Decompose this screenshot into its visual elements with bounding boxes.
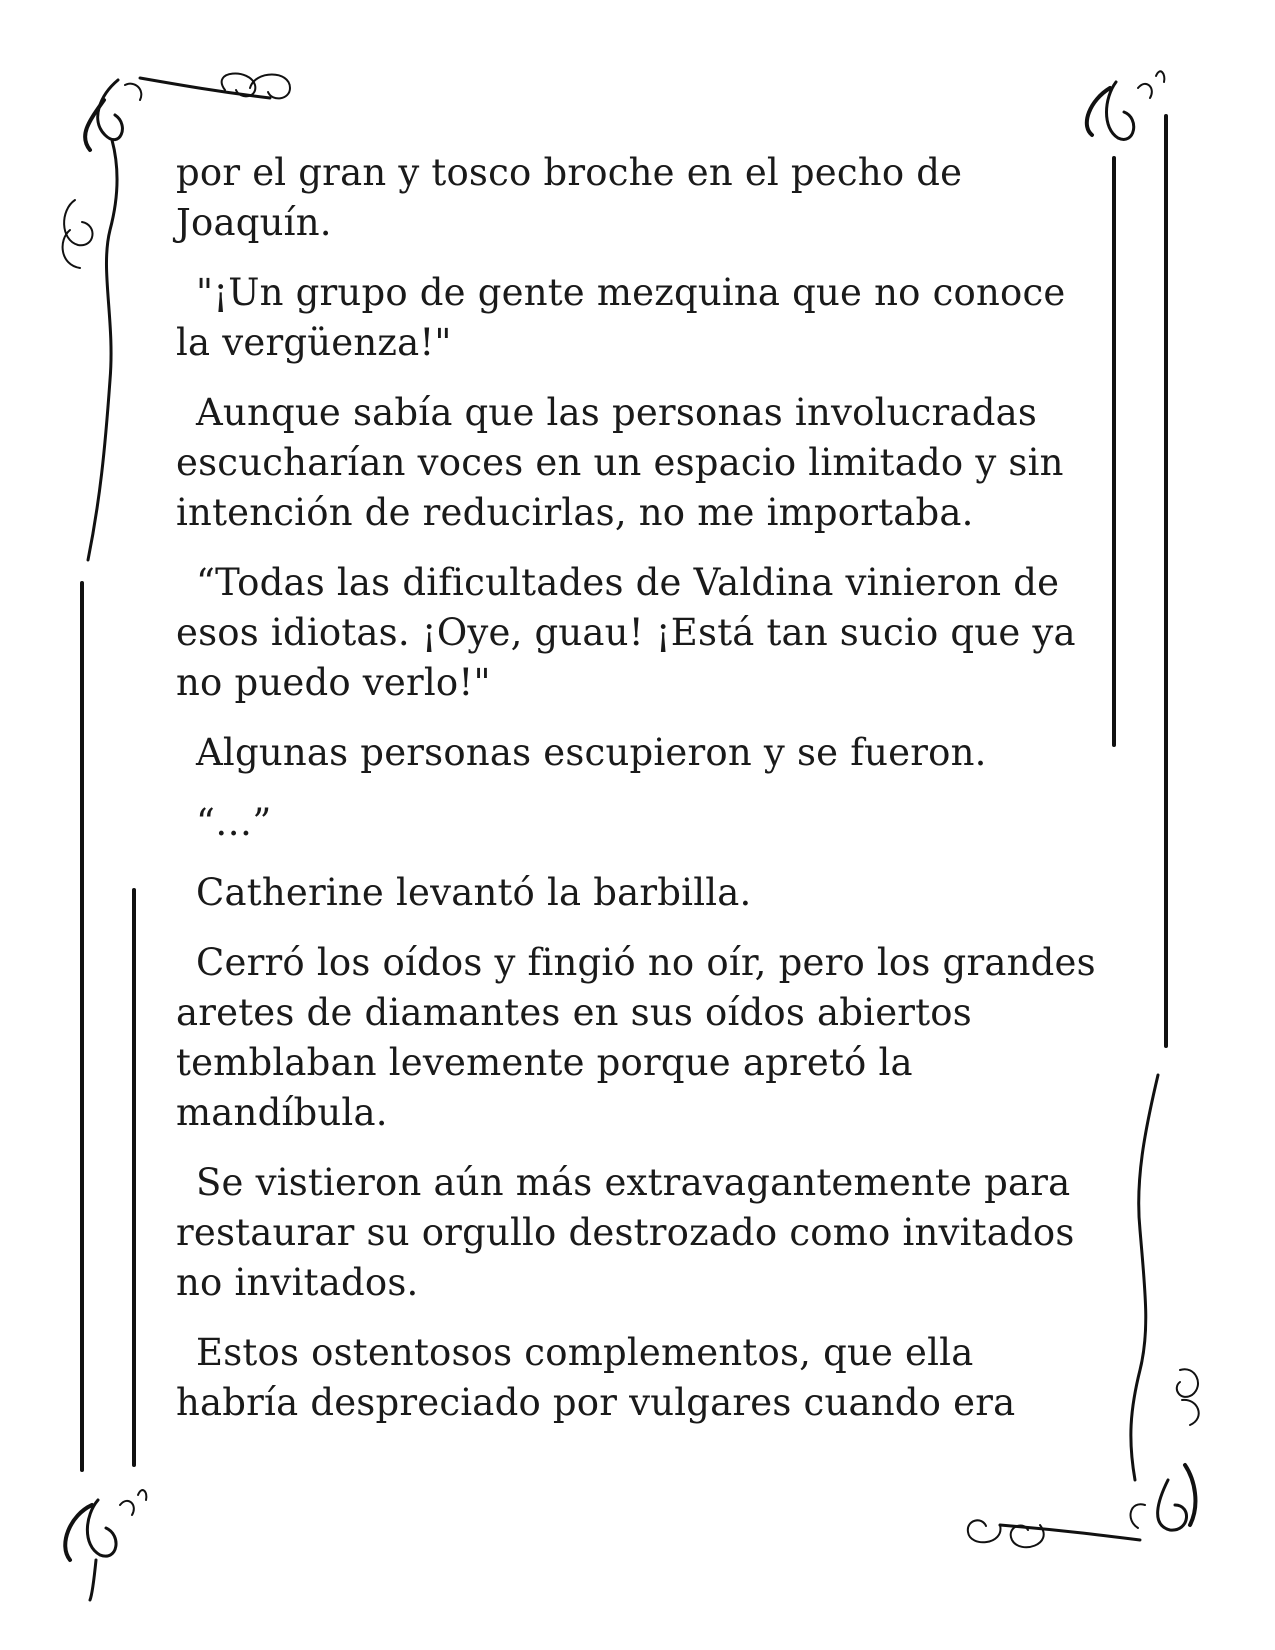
paragraph: por el gran y tosco broche en el pecho de Joaquín. [176,151,963,244]
paragraph: “Todas las dificultades de Valdina vinieron de esos idiotas. ¡Oye, guau! ¡Está tan sucio que ya no puedo verlo!" [176,561,1076,704]
paragraph: Se vistieron aún más extravagantemente para restaurar su orgullo destrozado como invitados no invitados. [176,1161,1075,1304]
paragraph: "¡Un grupo de gente mezquina que no conoce la vergüenza!" [176,271,1066,364]
paragraph: Aunque sabía que las personas involucradas escucharían voces en un espacio limitado y sin intención de reducirlas, no me importaba. [176,391,1064,534]
bottom-left-flourish-icon [65,1490,146,1600]
paragraph: Catherine levantó la barbilla. [196,871,752,914]
paragraph: Cerró los oídos y fingió no oír, pero los grandes aretes de diamantes en sus oídos abiertos temblaban levemente porque apretó la mandíbula. [176,941,1096,1134]
paragraph: Estos ostentosos complementos, que ella habría despreciado por vulgares cuando era [176,1331,1016,1424]
paragraph: Algunas personas escupieron y se fueron. [196,731,987,774]
paragraph: “…” [196,801,272,844]
top-right-flourish-icon [1087,71,1165,139]
page-text-body [176,148,1096,1448]
